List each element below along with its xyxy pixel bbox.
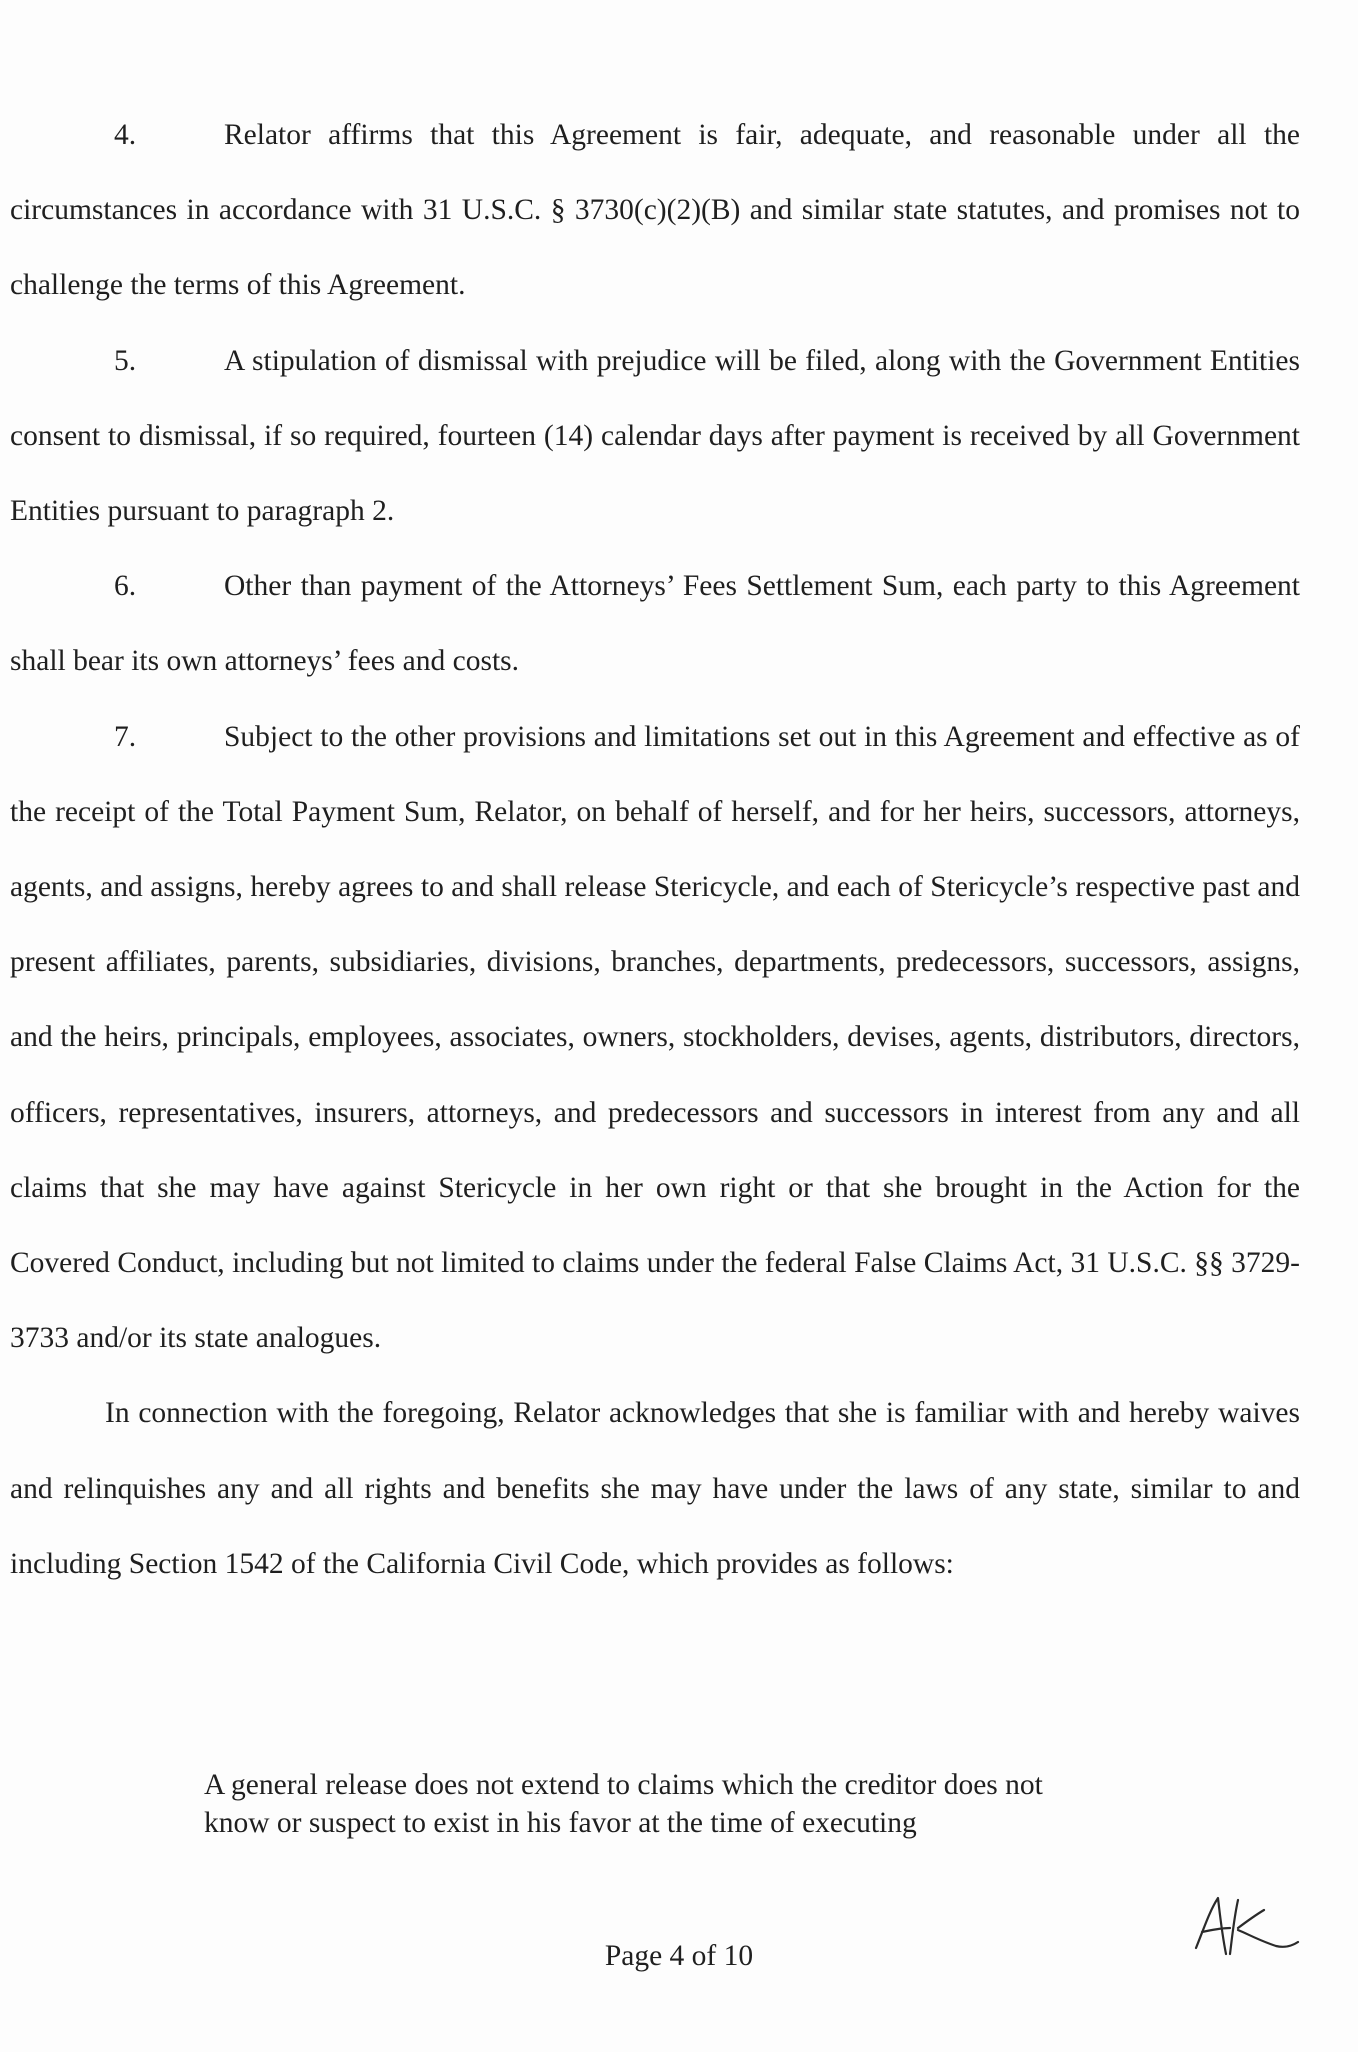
paragraph-number: 4. [114,119,137,151]
paragraph-number: 7. [114,720,137,753]
paragraph-text: Subject to the other provisions and limitations set out in this Agreement and effective as of the receipt of the Total Payment Sum, Relator, on behalf of herself, and for her heirs, successors, attorneys, agents, and assigns, hereby agrees to and shall release Stericycle, and each of Stericycle’s respective past and present affiliates, parents, subsidiaries, divisions, branches, departments, predecessors, successors, assigns, and the heirs, principals, employees, associates, owners, stockholders, devises, agents, distributors, directors, officers, representatives, insurers, attorneys, and predecessors and successors in interest from any and all claims that she may have against Stericycle in her own right or that she brought in the Action for the Covered Conduct, including but not limited to claims under the federal False Claims Act, 31 U.S.C. §§ 3729-3733 and/or its state analogues. [10,720,1300,1355]
paragraph-text: In connection with the foregoing, Relator acknowledges that she is familiar with and hereby waives and relinquishes any and all rights and benefits she may have under the laws of any state, similar to and including Section 1542 of the California Civil Code, which provides as follows: [10,1397,1300,1580]
page-number: Page 4 of 10 [604,1940,754,1972]
paragraph-5 [10,324,1300,550]
paragraph-number: 5. [114,344,137,377]
paragraph-text: Relator affirms that this Agreement is fair, adequate, and reasonable under all the circumstances in accordance with 31 U.S.C. § 3730(c)(2)(B) and similar state statutes, and promises not to challenge the terms of this Agreement. [10,119,1300,302]
paragraph-4 [10,98,1300,324]
paragraph-text: A stipulation of dismissal with prejudice will be filed, along with the Government Entities consent to dismissal, if so required, fourteen (14) calendar days after payment is received by all Government Entities pursuant to paragraph 2. [10,344,1300,528]
handwritten-initials-signature [1186,1888,1306,1968]
body-text [10,98,1300,1602]
block-quote: A general release does not extend to claims which the creditor does not know or suspect to exist in his favor at the time of executing [204,1769,1043,1839]
paragraph-text: Other than payment of the Attorneys’ Fees Settlement Sum, each party to this Agreement shall bear its own attorneys’ fees and costs. [10,570,1300,678]
paragraph-7 [10,700,1300,1377]
waiver-paragraph [10,1376,1300,1602]
paragraph-6 [10,549,1300,699]
paragraph-number: 6. [114,570,137,603]
